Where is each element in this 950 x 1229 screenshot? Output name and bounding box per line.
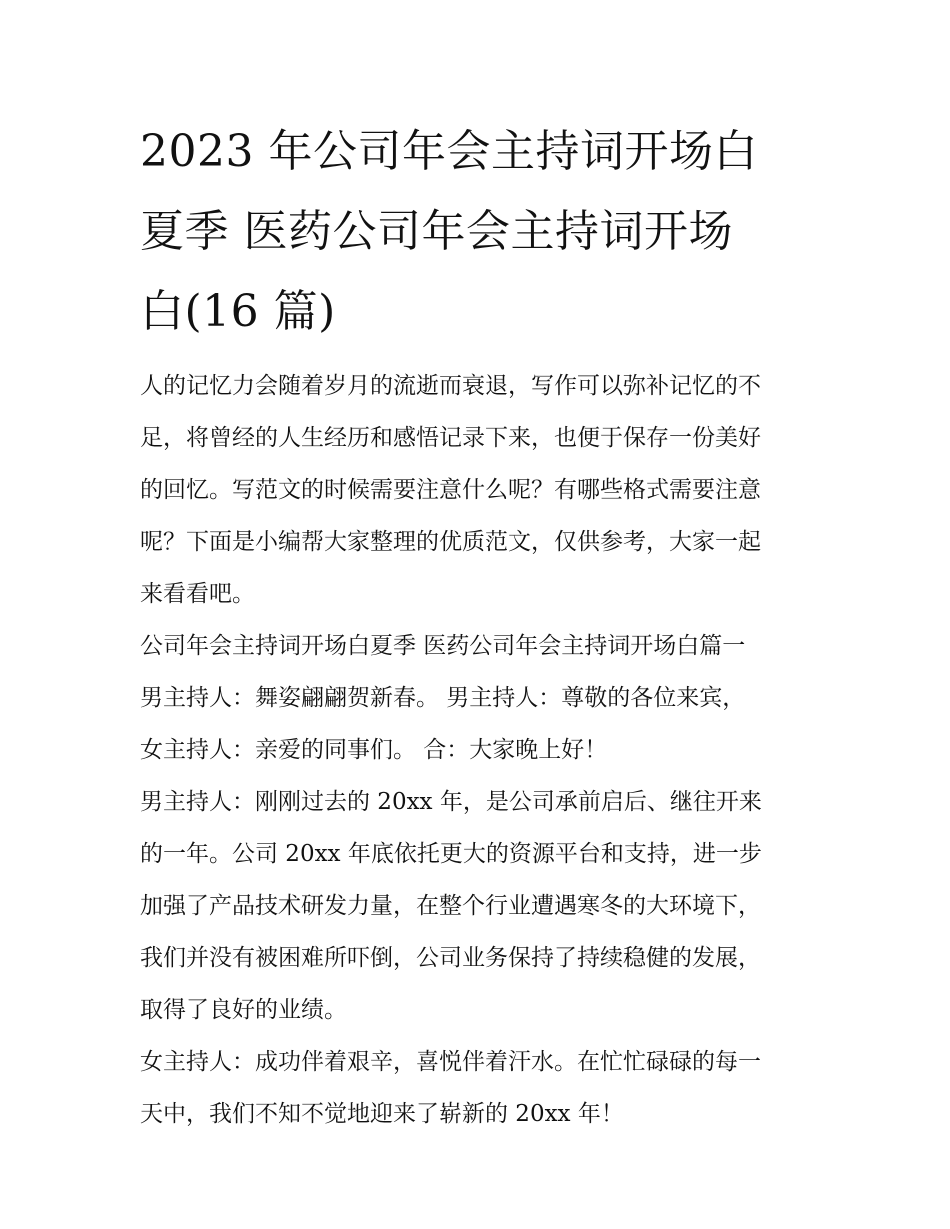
document-page: [140, 112, 812, 1140]
text-line: 人的记忆力会随着岁月的流逝而衰退，写作可以弥补记忆的不: [140, 373, 761, 399]
document-title: [140, 112, 812, 352]
title-line: 2023 年公司年会主持词开场白: [140, 126, 758, 177]
text-line: 来看看吧。: [140, 581, 255, 607]
text-line: 男主持人：刚刚过去的 20xx 年，是公司承前启后、继往开来: [140, 789, 762, 815]
dialogue-paragraph: [140, 672, 812, 724]
text-line: 公司年会主持词开场白夏季 医药公司年会主持词开场白篇一: [140, 633, 746, 659]
section-heading-paragraph: [140, 620, 812, 672]
dialogue-paragraph: [140, 724, 812, 776]
text-line: 天中，我们不知不觉地迎来了崭新的 20xx 年！: [140, 1101, 624, 1127]
intro-paragraph: [140, 360, 812, 620]
text-line: 男主持人：舞姿翩翩贺新春。 男主持人：尊敬的各位来宾，: [140, 685, 746, 711]
text-line: 的一年。公司 20xx 年底依托更大的资源平台和支持，进一步: [140, 841, 762, 867]
text-line: 女主持人：成功伴着艰辛，喜悦伴着汗水。在忙忙碌碌的每一: [140, 1049, 761, 1075]
text-line: 的回忆。写范文的时候需要注意什么呢？有哪些格式需要注意: [140, 477, 761, 503]
text-line: 加强了产品技术研发力量，在整个行业遭遇寒冬的大环境下，: [140, 893, 761, 919]
text-line: 取得了良好的业绩。: [140, 997, 347, 1023]
dialogue-paragraph: [140, 776, 812, 1036]
text-line: 足，将曾经的人生经历和感悟记录下来，也便于保存一份美好: [140, 425, 761, 451]
dialogue-paragraph: [140, 1036, 812, 1140]
title-line: 白(16 篇): [140, 286, 336, 337]
text-line: 女主持人：亲爱的同事们。 合：大家晚上好！: [140, 737, 608, 763]
text-line: 呢？下面是小编帮大家整理的优质范文，仅供参考，大家一起: [140, 529, 761, 555]
title-line: 夏季 医药公司年会主持词开场: [140, 206, 733, 257]
document-body: [140, 360, 812, 1140]
text-line: 我们并没有被困难所吓倒，公司业务保持了持续稳健的发展，: [140, 945, 761, 971]
